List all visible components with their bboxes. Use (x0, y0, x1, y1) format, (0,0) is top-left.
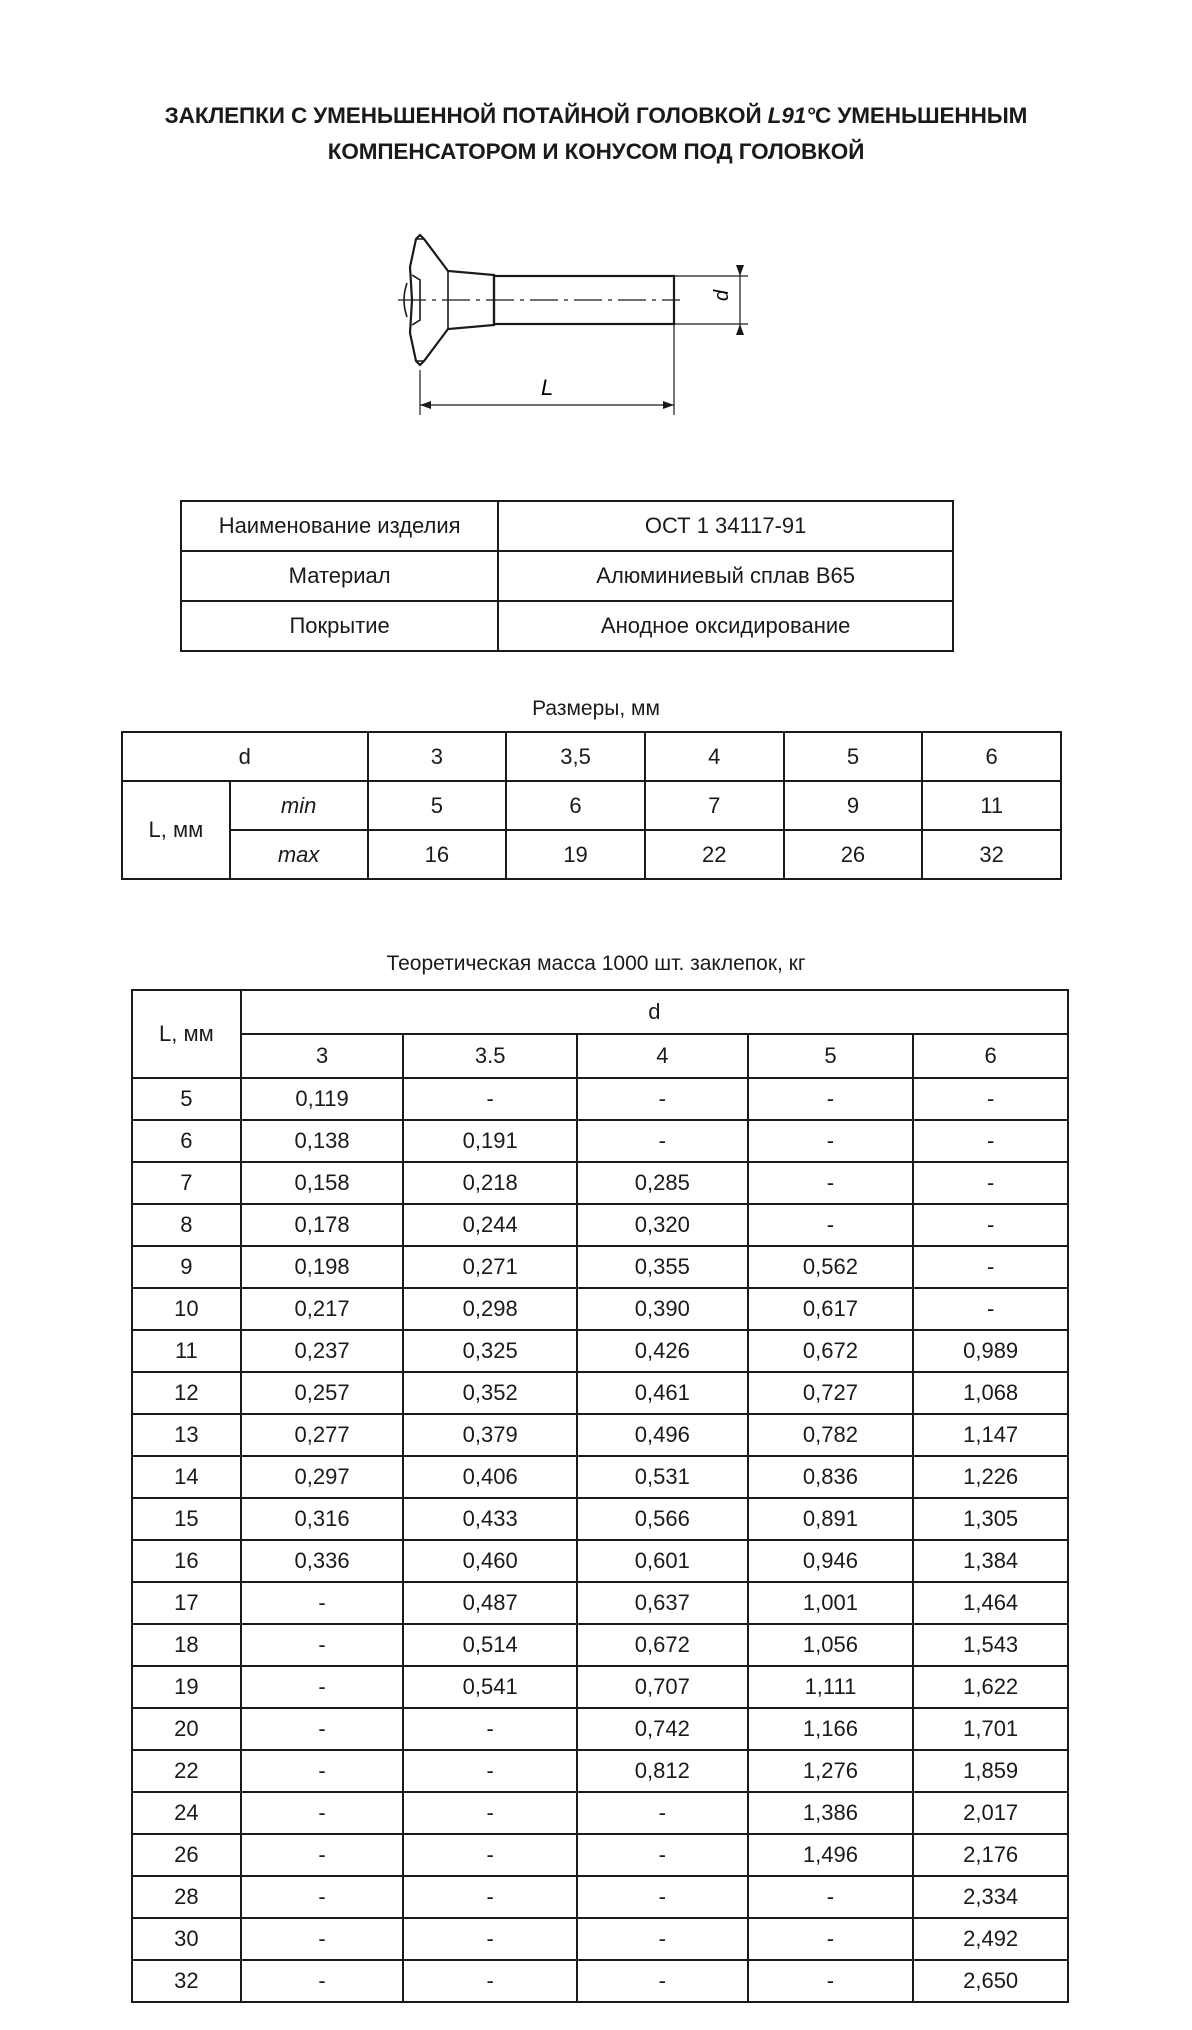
mass-value-cell: 1,147 (913, 1414, 1068, 1456)
page-title (0, 98, 1192, 170)
mass-L-value: 28 (132, 1876, 241, 1918)
sizes-d-row (122, 732, 1061, 781)
title-angle: L91° (767, 103, 816, 128)
mass-value-cell: - (241, 1918, 404, 1960)
mass-value-cell: - (403, 1750, 577, 1792)
table-row (132, 1414, 1068, 1456)
L-arrow-right (663, 401, 674, 409)
mass-d-label: d (241, 990, 1068, 1034)
table-row (132, 1288, 1068, 1330)
info-value: Алюминиевый сплав В65 (498, 551, 953, 601)
sizes-max-value: 32 (922, 830, 1061, 879)
mass-value-cell: 0,989 (913, 1330, 1068, 1372)
mass-value-cell: 0,336 (241, 1540, 404, 1582)
d-label: d (711, 289, 733, 301)
sizes-d-value: 3,5 (506, 732, 645, 781)
mass-value-cell: 0,426 (577, 1330, 748, 1372)
mass-L-value: 9 (132, 1246, 241, 1288)
mass-L-value: 6 (132, 1120, 241, 1162)
mass-value-cell: 0,316 (241, 1498, 404, 1540)
table-row (132, 1330, 1068, 1372)
mass-value-cell: - (241, 1624, 404, 1666)
table-row (132, 1246, 1068, 1288)
mass-value-cell: 0,836 (748, 1456, 914, 1498)
mass-value-cell: - (241, 1750, 404, 1792)
mass-value-cell: 1,701 (913, 1708, 1068, 1750)
mass-value-cell: 0,672 (748, 1330, 914, 1372)
mass-L-value: 16 (132, 1540, 241, 1582)
mass-value-cell: 0,119 (241, 1078, 404, 1120)
mass-L-label: L, мм (132, 990, 241, 1078)
mass-value-cell: 0,433 (403, 1498, 577, 1540)
rivet-drawing (390, 225, 810, 425)
mass-value-cell: 1,464 (913, 1582, 1068, 1624)
table-row (132, 1960, 1068, 2002)
mass-value-cell: - (748, 1078, 914, 1120)
mass-value-cell: 2,650 (913, 1960, 1068, 2002)
table-row (132, 1162, 1068, 1204)
table-row (132, 1540, 1068, 1582)
mass-value-cell: - (403, 1792, 577, 1834)
mass-value-cell: 0,244 (403, 1204, 577, 1246)
table-row (132, 1456, 1068, 1498)
mass-table (131, 989, 1069, 2003)
sizes-min-value: 7 (645, 781, 784, 830)
table-row (132, 1834, 1068, 1876)
mass-value-cell: 0,531 (577, 1456, 748, 1498)
table-row (132, 1708, 1068, 1750)
L-label: L (541, 375, 554, 400)
mass-value-cell: - (913, 1246, 1068, 1288)
mass-value-cell: - (577, 1078, 748, 1120)
mass-value-cell: - (241, 1582, 404, 1624)
info-label: Покрытие (181, 601, 498, 651)
mass-value-cell: 1,496 (748, 1834, 914, 1876)
mass-value-cell: - (403, 1918, 577, 1960)
table-row (132, 1750, 1068, 1792)
sizes-d-value: 6 (922, 732, 1061, 781)
mass-value-cell: 0,297 (241, 1456, 404, 1498)
table-row (132, 1666, 1068, 1708)
table-row (132, 1204, 1068, 1246)
mass-value-cell: - (577, 1120, 748, 1162)
mass-value-cell: 0,617 (748, 1288, 914, 1330)
mass-L-value: 13 (132, 1414, 241, 1456)
mass-L-value: 30 (132, 1918, 241, 1960)
mass-value-cell: 0,285 (577, 1162, 748, 1204)
mass-value-cell: 1,111 (748, 1666, 914, 1708)
table-row (132, 1078, 1068, 1120)
mass-value-cell: 0,487 (403, 1582, 577, 1624)
mass-L-value: 11 (132, 1330, 241, 1372)
mass-value-cell: - (241, 1708, 404, 1750)
mass-value-cell: 0,891 (748, 1498, 914, 1540)
mass-value-cell: 1,226 (913, 1456, 1068, 1498)
mass-value-cell: 0,496 (577, 1414, 748, 1456)
mass-value-cell: 0,178 (241, 1204, 404, 1246)
table-row (132, 1372, 1068, 1414)
mass-L-value: 7 (132, 1162, 241, 1204)
sizes-min-value: 9 (784, 781, 923, 830)
mass-value-cell: 0,541 (403, 1666, 577, 1708)
d-arrow-top (736, 265, 744, 276)
d-arrow-bottom (736, 324, 744, 335)
mass-value-cell: 2,334 (913, 1876, 1068, 1918)
sizes-min-value: 11 (922, 781, 1061, 830)
sizes-max-value: 16 (368, 830, 507, 879)
mass-value-cell: - (241, 1960, 404, 2002)
title-line-1 (0, 98, 1192, 134)
mass-L-value: 24 (132, 1792, 241, 1834)
mass-value-cell: 0,566 (577, 1498, 748, 1540)
info-row (181, 551, 953, 601)
mass-value-cell: - (748, 1918, 914, 1960)
sizes-max-label-text: max (277, 841, 320, 867)
mass-d-value: 6 (913, 1034, 1068, 1078)
mass-L-value: 22 (132, 1750, 241, 1792)
mass-value-cell: 0,271 (403, 1246, 577, 1288)
sizes-min-label-text: min (280, 792, 317, 818)
mass-value-cell: 1,276 (748, 1750, 914, 1792)
sizes-d-value: 3 (368, 732, 507, 781)
mass-L-value: 20 (132, 1708, 241, 1750)
sizes-d-value: 5 (784, 732, 923, 781)
mass-d-value: 3.5 (403, 1034, 577, 1078)
sizes-max-label (230, 830, 368, 879)
title-line-2: КОМПЕНСАТОРОМ И КОНУСОМ ПОД ГОЛОВКОЙ (327, 139, 865, 164)
mass-value-cell: - (577, 1792, 748, 1834)
sizes-table (121, 731, 1062, 880)
mass-L-value: 8 (132, 1204, 241, 1246)
mass-L-value: 17 (132, 1582, 241, 1624)
mass-value-cell: 0,672 (577, 1624, 748, 1666)
info-value: Анодное оксидирование (498, 601, 953, 651)
mass-d-value: 4 (577, 1034, 748, 1078)
mass-L-value: 19 (132, 1666, 241, 1708)
mass-value-cell: 0,191 (403, 1120, 577, 1162)
mass-L-value: 26 (132, 1834, 241, 1876)
table-row (132, 1876, 1068, 1918)
table-row (132, 1792, 1068, 1834)
mass-value-cell: 1,543 (913, 1624, 1068, 1666)
mass-value-cell: 0,562 (748, 1246, 914, 1288)
mass-value-cell: 0,782 (748, 1414, 914, 1456)
mass-value-cell: 1,622 (913, 1666, 1068, 1708)
mass-table-body (132, 1078, 1068, 2002)
mass-value-cell: - (748, 1876, 914, 1918)
info-label: Материал (181, 551, 498, 601)
table-row (132, 1582, 1068, 1624)
L-arrow-left (420, 401, 431, 409)
mass-L-value: 18 (132, 1624, 241, 1666)
mass-value-cell: - (913, 1078, 1068, 1120)
mass-value-cell: 1,166 (748, 1708, 914, 1750)
mass-L-value: 15 (132, 1498, 241, 1540)
sizes-min-value: 5 (368, 781, 507, 830)
mass-value-cell: 0,406 (403, 1456, 577, 1498)
info-row (181, 601, 953, 651)
mass-value-cell: 0,946 (748, 1540, 914, 1582)
mass-value-cell: - (577, 1876, 748, 1918)
sizes-max-row (122, 830, 1061, 879)
mass-value-cell: - (403, 1708, 577, 1750)
sizes-max-value: 22 (645, 830, 784, 879)
sizes-max-value: 19 (506, 830, 645, 879)
mass-value-cell: 2,492 (913, 1918, 1068, 1960)
mass-value-cell: 0,320 (577, 1204, 748, 1246)
mass-value-cell: 1,859 (913, 1750, 1068, 1792)
mass-value-cell: 1,068 (913, 1372, 1068, 1414)
mass-value-cell: 0,237 (241, 1330, 404, 1372)
mass-L-value: 12 (132, 1372, 241, 1414)
mass-value-cell: 0,601 (577, 1540, 748, 1582)
product-info-table (180, 500, 954, 652)
mass-value-cell: 1,056 (748, 1624, 914, 1666)
sizes-min-value: 6 (506, 781, 645, 830)
mass-value-cell: - (913, 1288, 1068, 1330)
mass-head-row (132, 990, 1068, 1034)
sizes-L-label: L, мм (122, 781, 230, 879)
title-line-1-suffix: С УМЕНЬШЕННЫМ (815, 103, 1028, 128)
mass-d-row (132, 1034, 1068, 1078)
mass-value-cell: 1,305 (913, 1498, 1068, 1540)
mass-value-cell: - (577, 1834, 748, 1876)
table-row (132, 1498, 1068, 1540)
mass-value-cell: - (913, 1204, 1068, 1246)
mass-value-cell: - (241, 1792, 404, 1834)
mass-value-cell: 0,707 (577, 1666, 748, 1708)
mass-L-value: 10 (132, 1288, 241, 1330)
mass-value-cell: 0,390 (577, 1288, 748, 1330)
mass-value-cell: 1,001 (748, 1582, 914, 1624)
mass-value-cell: 0,352 (403, 1372, 577, 1414)
mass-value-cell: 1,384 (913, 1540, 1068, 1582)
mass-value-cell: 2,176 (913, 1834, 1068, 1876)
mass-value-cell: 0,217 (241, 1288, 404, 1330)
mass-value-cell: - (577, 1918, 748, 1960)
mass-value-cell: - (748, 1204, 914, 1246)
mass-L-value: 14 (132, 1456, 241, 1498)
mass-value-cell: 2,017 (913, 1792, 1068, 1834)
mass-value-cell: - (913, 1162, 1068, 1204)
info-row (181, 501, 953, 551)
sizes-max-value: 26 (784, 830, 923, 879)
mass-caption: Теоретическая масса 1000 шт. заклепок, кг (386, 952, 806, 975)
info-label: Наименование изделия (181, 501, 498, 551)
mass-value-cell: - (748, 1120, 914, 1162)
mass-d-value: 3 (241, 1034, 404, 1078)
mass-value-cell: 0,637 (577, 1582, 748, 1624)
mass-value-cell: 0,298 (403, 1288, 577, 1330)
mass-value-cell: 0,325 (403, 1330, 577, 1372)
mass-value-cell: - (241, 1876, 404, 1918)
mass-L-value: 32 (132, 1960, 241, 2002)
mass-value-cell: 0,460 (403, 1540, 577, 1582)
mass-value-cell: - (403, 1078, 577, 1120)
mass-value-cell: 0,514 (403, 1624, 577, 1666)
mass-value-cell: - (577, 1960, 748, 2002)
mass-value-cell: 0,812 (577, 1750, 748, 1792)
mass-value-cell: - (913, 1120, 1068, 1162)
mass-value-cell: 1,386 (748, 1792, 914, 1834)
mass-value-cell: 0,742 (577, 1708, 748, 1750)
title-line-1-prefix: ЗАКЛЕПКИ С УМЕНЬШЕННОЙ ПОТАЙНОЙ ГОЛОВКОЙ (164, 103, 768, 128)
mass-L-value: 5 (132, 1078, 241, 1120)
mass-value-cell: - (748, 1162, 914, 1204)
mass-value-cell: - (748, 1960, 914, 2002)
sizes-caption: Размеры, мм (532, 697, 660, 720)
mass-value-cell: 0,379 (403, 1414, 577, 1456)
sizes-d-value: 4 (645, 732, 784, 781)
mass-value-cell: 0,257 (241, 1372, 404, 1414)
mass-value-cell: 0,277 (241, 1414, 404, 1456)
mass-value-cell: - (241, 1666, 404, 1708)
mass-d-value: 5 (748, 1034, 914, 1078)
sizes-min-row (122, 781, 1061, 830)
table-row (132, 1918, 1068, 1960)
info-value: ОСТ 1 34117-91 (498, 501, 953, 551)
mass-value-cell: - (403, 1834, 577, 1876)
mass-value-cell: 0,727 (748, 1372, 914, 1414)
table-row (132, 1624, 1068, 1666)
mass-value-cell: 0,355 (577, 1246, 748, 1288)
sizes-d-label: d (122, 732, 368, 781)
mass-value-cell: 0,198 (241, 1246, 404, 1288)
mass-value-cell: 0,158 (241, 1162, 404, 1204)
mass-value-cell: - (403, 1960, 577, 2002)
mass-value-cell: - (403, 1876, 577, 1918)
mass-value-cell: - (241, 1834, 404, 1876)
sizes-min-label (230, 781, 368, 830)
table-row (132, 1120, 1068, 1162)
mass-value-cell: 0,218 (403, 1162, 577, 1204)
mass-value-cell: 0,138 (241, 1120, 404, 1162)
mass-value-cell: 0,461 (577, 1372, 748, 1414)
